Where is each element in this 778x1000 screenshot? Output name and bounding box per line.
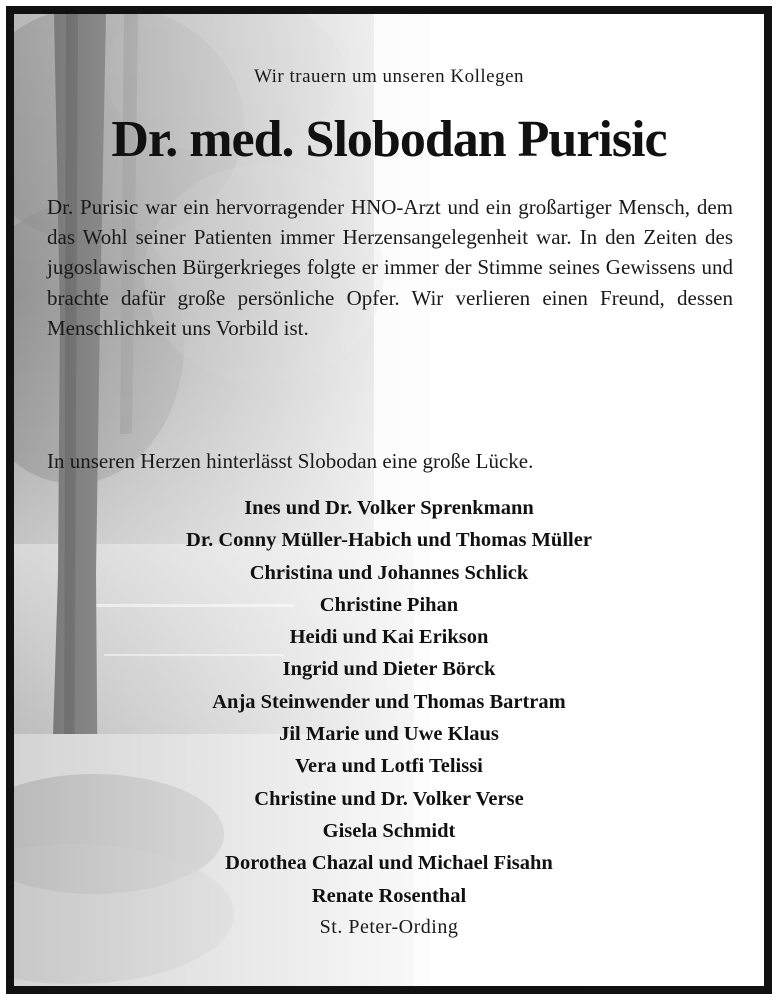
deceased-name: Dr. med. Slobodan Purisic	[111, 111, 667, 168]
mourner-name: Christine und Dr. Volker Verse	[254, 787, 524, 810]
intro-line: Wir trauern um unseren Kollegen	[253, 66, 525, 87]
mourner-name: Jil Marie und Uwe Klaus	[279, 723, 499, 746]
place-name: St. Peter-Ording	[319, 916, 459, 938]
mourner-name: Anja Steinwender und Thomas Bartram	[212, 690, 566, 713]
tribute-paragraph: Dr. Purisic war ein hervorragender HNO-Arzt und ein großartiger Mensch, dem das Wohl seiner Patienten immer Herzensangelegenheit war. In den Zeiten des jugoslawischen Bürgerkrieges folgte er immer der Stimme seines Gewissens und brachte dafür große persönliche Opfer. Wir verlieren einen Freund, dessen Menschlichkeit uns Vorbild ist.	[47, 195, 733, 340]
mourner-name: Renate Rosenthal	[311, 884, 467, 907]
mourner-name: Ingrid und Dieter Börck	[282, 658, 496, 681]
mourner-name: Dr. Conny Müller-Habich und Thomas Müller	[186, 529, 592, 552]
mourners-list	[14, 492, 764, 912]
mourner-name: Ines und Dr. Volker Sprenkmann	[244, 497, 534, 519]
notice-content	[14, 14, 764, 986]
obituary-notice	[6, 6, 772, 994]
mourner-name: Vera und Lotfi Telissi	[295, 755, 483, 778]
mourner-name: Christina und Johannes Schlick	[249, 561, 529, 584]
closing-sentence: In unseren Herzen hinterlässt Slobodan eine große Lücke.	[47, 449, 534, 473]
mourner-name: Gisela Schmidt	[322, 819, 456, 842]
mourner-name: Christine Pihan	[319, 593, 459, 616]
mourner-name: Dorothea Chazal und Michael Fisahn	[225, 852, 553, 875]
mourner-name: Heidi und Kai Erikson	[289, 626, 489, 649]
